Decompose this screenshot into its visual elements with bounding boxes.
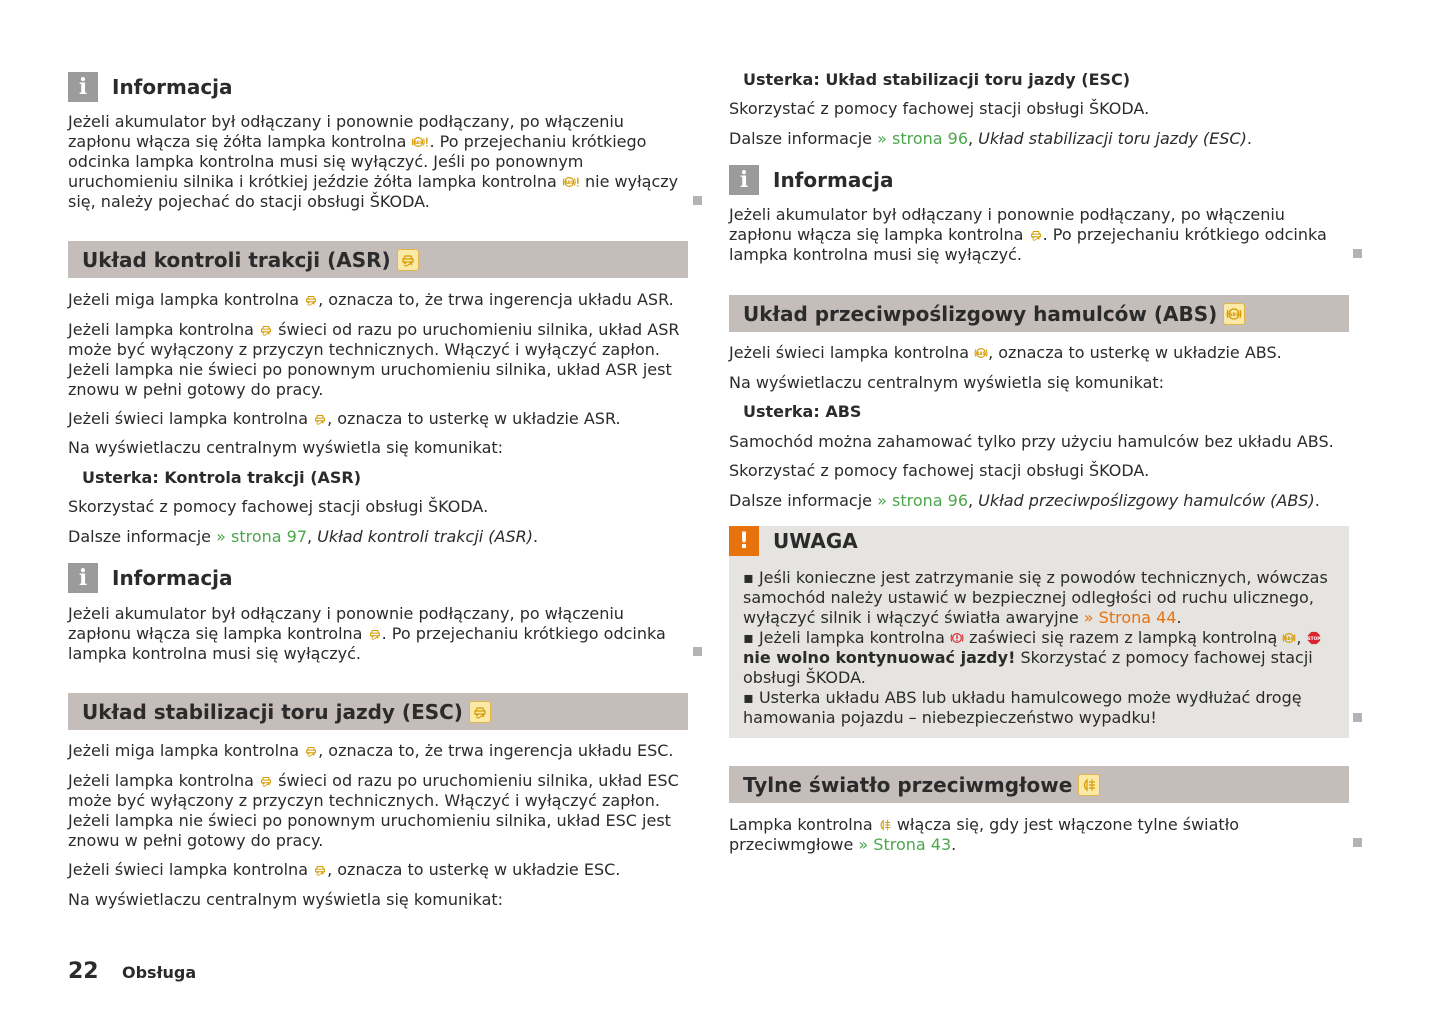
stop-icon — [1307, 631, 1321, 645]
abs-paragraph-1: Jeżeli świeci lampka kontrolna , oznacza to usterkę w układzie ABS. — [729, 343, 1282, 362]
abs-paragraph-2: Na wyświetlaczu centralnym wyświetla się komunikat: — [729, 373, 1165, 392]
rear-fog-light-icon — [878, 818, 892, 832]
fog-paragraph: Lampka kontrolna włącza się, gdy jest włączone tylne światło przeciwmgłowe » Strona 43. — [729, 815, 1240, 854]
traction-control-icon — [259, 323, 273, 337]
section-title: Układ stabilizacji toru jazdy (ESC) — [82, 699, 463, 724]
info-icon: i — [729, 165, 759, 195]
abs-message: Usterka: ABS — [743, 402, 862, 421]
section-label: Obsługa — [122, 963, 197, 982]
abs-paragraph-3: Samochód można zahamować tylko przy użyciu hamulców bez układu ABS. — [729, 432, 1334, 451]
stability-control-icon — [1029, 228, 1043, 242]
section-heading-esc — [68, 693, 688, 730]
abs-icon — [1282, 631, 1296, 645]
asr-paragraph-1: Jeżeli miga lampka kontrolna , oznacza to, że trwa ingerencja układu ASR. — [68, 290, 674, 309]
asr-paragraph-5: Skorzystać z pomocy fachowej stacji obsługi ŠKODA. — [68, 497, 489, 516]
section-heading-asr — [68, 241, 688, 278]
esc-paragraph-1: Jeżeli miga lampka kontrolna , oznacza to, że trwa ingerencja układu ESC. — [68, 741, 674, 760]
end-mark — [1353, 838, 1362, 847]
warning-bullet-3: ▪ Usterka układu ABS lub układu hamulcowego może wydłużać drogę hamowania pojazdu – niebezpieczeństwo wypadku! — [743, 688, 1302, 727]
info-title: Informacja — [112, 75, 233, 99]
end-mark — [693, 196, 702, 205]
info-paragraph: Jeżeli akumulator był odłączany i ponownie podłączany, po włączeniu zapłonu włącza się lampka kontrolna . Po przejechaniu krótkiego odcinka lampka kontrolna musi się wyłączyć. — [68, 604, 666, 663]
warning-icon: ! — [729, 526, 759, 556]
info-paragraph: Jeżeli akumulator był odłączany i ponownie podłączany, po włączeniu zapłonu włącza się żółta lampka kontrolna . Po przejechaniu krótkiego odcinka lampka kontrolna musi się wyłączyć. Jeśli po ponownym uruchomieniu silnika i krótkiej jeździe żółta lampka kontrolna nie wyłączy się, należy pojechać do stacji obsługi ŠKODA. — [68, 112, 679, 211]
abs-paragraph-4: Skorzystać z pomocy fachowej stacji obsługi ŠKODA. — [729, 461, 1150, 480]
end-mark — [1353, 249, 1362, 258]
traction-control-icon — [313, 412, 327, 426]
info-paragraph: Jeżeli akumulator był odłączany i ponownie podłączany, po włączeniu zapłonu włącza się lampka kontrolna . Po przejechaniu krótkiego odcinka lampka kontrolna musi się wyłączyć. — [729, 205, 1327, 264]
traction-control-icon — [368, 627, 382, 641]
end-mark — [693, 647, 702, 656]
info-icon: i — [68, 72, 98, 102]
section-heading-fog — [729, 766, 1349, 803]
esc-paragraph-2: Jeżeli lampka kontrolna świeci od razu po uruchomieniu silnika, układ ESC może być wyłączony z przyczyn technicznych. Włączyć i wyłączyć zapłon. Jeżeli lampka nie świeci po ponownym uruchomieniu silnika, układ ESC jest znowu w pełni gotowy do pracy. — [68, 771, 679, 850]
warning-bullet-2: ▪ Jeżeli lampka kontrolna zaświeci się razem z lampką kontrolną , nie wolno kontynuować jazdy! Skorzystać z pomocy fachowej stacji obsługi ŠKODA. — [743, 628, 1339, 688]
esc-message: Usterka: Układ stabilizacji toru jazdy (ESC) — [743, 70, 1131, 89]
stability-control-icon — [313, 863, 327, 877]
abs-icon — [1223, 303, 1245, 325]
asr-paragraph-4: Na wyświetlaczu centralnym wyświetla się komunikat: — [68, 438, 504, 457]
stability-control-icon — [304, 744, 318, 758]
info-heading-2 — [68, 562, 233, 594]
abs-icon — [974, 346, 988, 360]
section-heading-abs — [729, 295, 1349, 332]
stability-control-icon — [259, 774, 273, 788]
info-heading-1 — [68, 71, 233, 103]
esc-paragraph-5: Skorzystać z pomocy fachowej stacji obsługi ŠKODA. — [729, 99, 1150, 118]
section-title: Tylne światło przeciwmgłowe — [743, 772, 1073, 797]
asr-more-info: Dalsze informacje » strona 97, Układ kontroli trakcji (ASR). — [68, 527, 539, 546]
info-title: Informacja — [112, 566, 233, 590]
section-title: Układ kontroli trakcji (ASR) — [82, 247, 391, 272]
esc-paragraph-4: Na wyświetlaczu centralnym wyświetla się komunikat: — [68, 890, 504, 909]
info-icon: i — [68, 563, 98, 593]
page-link[interactable]: » strona 96 — [877, 491, 968, 510]
abs-warning-lamp-icon — [411, 135, 429, 149]
asr-message: Usterka: Kontrola trakcji (ASR) — [82, 468, 362, 487]
asr-paragraph-2: Jeżeli lampka kontrolna świeci od razu po uruchomieniu silnika, układ ASR może być wyłączony z przyczyn technicznych. Włączyć i wyłączyć zapłon. Jeżeli lampka nie świeci po ponownym uruchomieniu silnika, układ ASR jest znowu w pełni gotowy do pracy. — [68, 320, 680, 399]
info-heading-3 — [729, 164, 894, 196]
info-title: Informacja — [773, 168, 894, 192]
page-link[interactable]: » Strona 44 — [1083, 608, 1177, 627]
page-link[interactable]: » strona 96 — [877, 129, 968, 148]
stability-control-icon — [469, 701, 491, 723]
rear-fog-light-icon — [1078, 774, 1100, 796]
section-title: Układ przeciwpoślizgowy hamulców (ABS) — [743, 301, 1218, 326]
abs-more-info: Dalsze informacje » strona 96, Układ przeciwpoślizgowy hamulców (ABS). — [729, 491, 1320, 510]
asr-paragraph-3: Jeżeli świeci lampka kontrolna , oznacza to usterkę w układzie ASR. — [68, 409, 621, 428]
page-link[interactable]: » strona 97 — [216, 527, 307, 546]
esc-more-info: Dalsze informacje » strona 96, Układ stabilizacji toru jazdy (ESC). — [729, 129, 1252, 148]
brake-warning-icon — [950, 631, 964, 645]
traction-control-icon — [397, 249, 419, 271]
traction-control-icon — [304, 293, 318, 307]
esc-paragraph-3: Jeżeli świeci lampka kontrolna , oznacza to usterkę w układzie ESC. — [68, 860, 621, 879]
page-link[interactable]: » Strona 43 — [858, 835, 952, 854]
abs-warning-lamp-icon — [562, 175, 580, 189]
page-number: 22 — [68, 959, 99, 984]
end-mark — [1353, 713, 1362, 722]
warning-title: UWAGA — [773, 529, 858, 553]
warning-bullet-1: ▪ Jeśli konieczne jest zatrzymanie się z powodów technicznych, wówczas samochód należy ustawić w bezpiecznej odległości od ruchu ulicznego, wyłączyć silnik i włączyć światła awaryjne » Strona 44. — [743, 568, 1328, 627]
warning-box — [729, 526, 1349, 738]
